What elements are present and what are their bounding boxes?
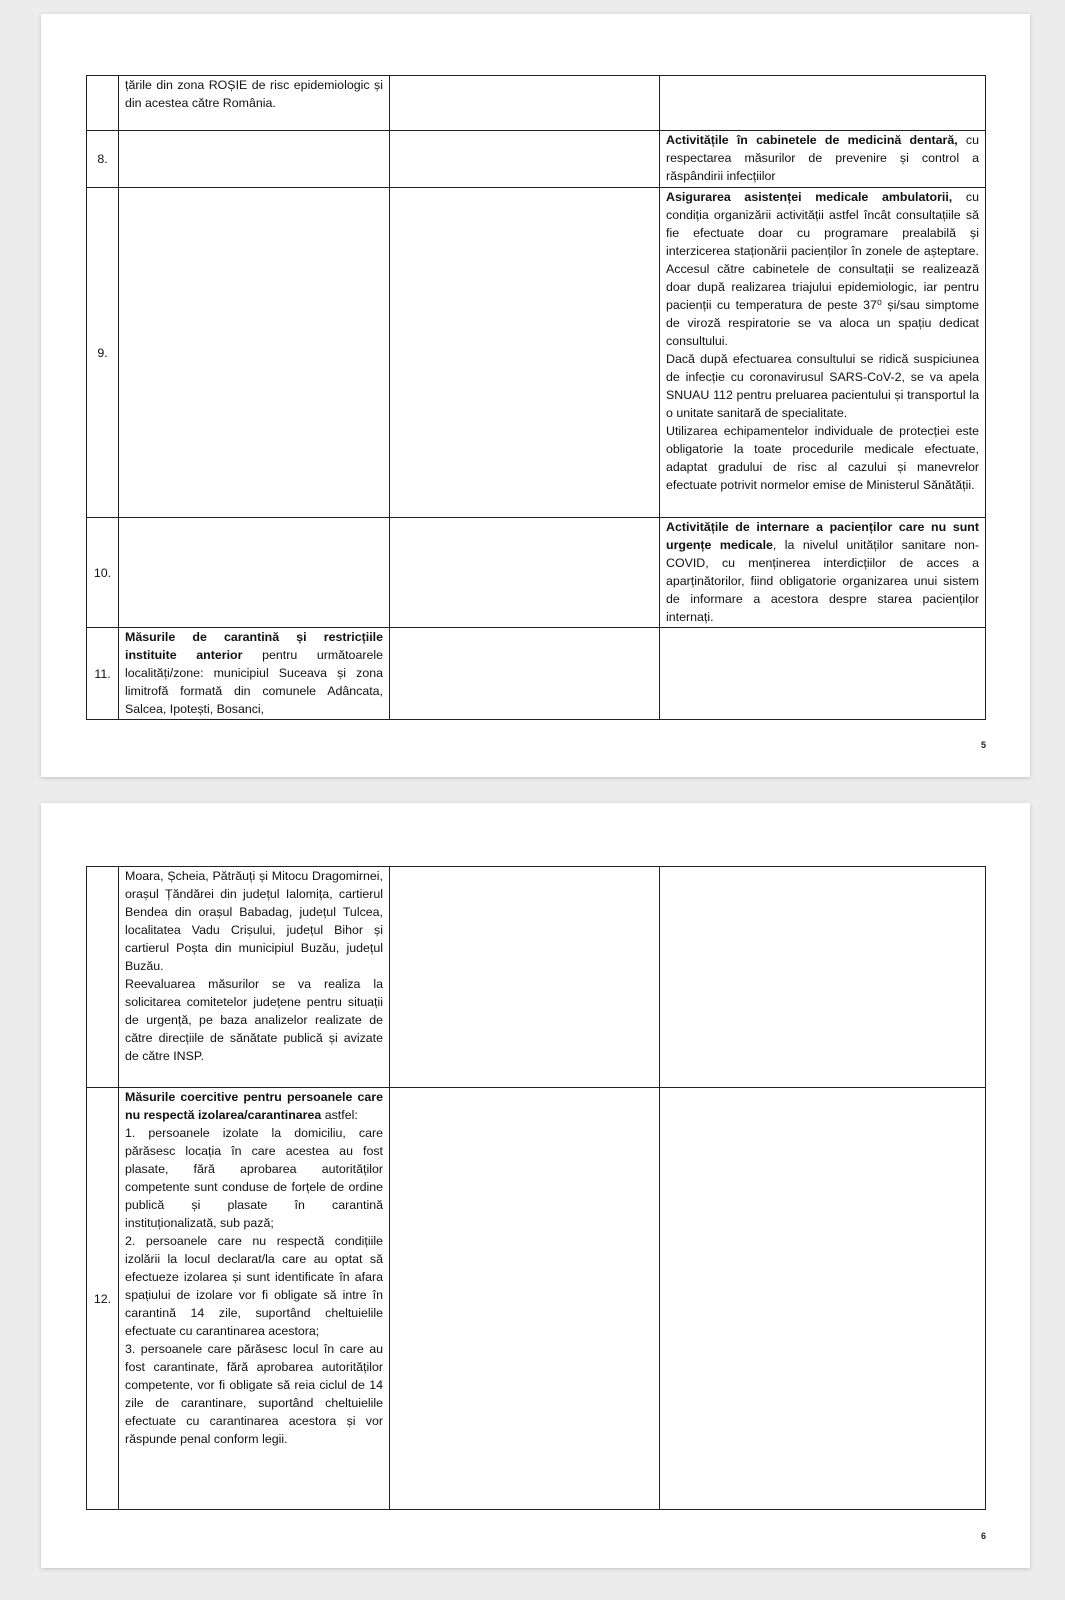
row-number	[87, 76, 119, 131]
activity-text: cu respectarea măsurilor de prevenire și control a răspândirii infecțiilor	[666, 133, 983, 183]
measure-cell	[119, 188, 390, 518]
row-number: 8.	[87, 131, 119, 188]
row-number: 12.	[87, 1088, 119, 1510]
measure-text: țările din zona ROȘIE de risc epidemiologic și din acestea către România.	[125, 78, 387, 110]
table-row	[87, 1088, 986, 1510]
activity-cell	[660, 1088, 986, 1510]
measure-cell	[119, 518, 390, 628]
row-number: 10.	[87, 518, 119, 628]
table-row	[87, 131, 986, 188]
table-row	[87, 188, 986, 518]
measure-text: pentru următoarele localități/zone: municipiul Suceava și zona limitrofă formată din comunele Adâncata, Salcea, Ipotești, Bosanci,	[125, 648, 387, 716]
activity-title: Asigurarea asistenței medicale ambulatorii,	[666, 190, 953, 204]
empty-cell	[390, 628, 660, 720]
measure-cell	[119, 628, 390, 720]
empty-cell	[390, 188, 660, 518]
empty-cell	[390, 131, 660, 188]
empty-cell	[390, 76, 660, 131]
activity-title: Activitățile de internare a pacienților care nu sunt urgențe medicale	[666, 520, 979, 552]
activity-cell	[660, 518, 986, 628]
activity-cell	[660, 628, 986, 720]
measure-cell	[119, 131, 390, 188]
measure-cell	[119, 1088, 390, 1510]
measures-table	[86, 75, 986, 720]
row-number	[87, 867, 119, 1088]
document-page	[41, 14, 1030, 777]
activity-cell	[660, 867, 986, 1088]
table-row	[87, 628, 986, 720]
row-number: 9.	[87, 188, 119, 518]
measure-cell	[119, 867, 390, 1088]
measures-table	[86, 866, 986, 1510]
table-row	[87, 518, 986, 628]
measure-cell	[119, 76, 390, 131]
empty-cell	[390, 867, 660, 1088]
activity-cell	[660, 76, 986, 131]
empty-cell	[390, 1088, 660, 1510]
activity-text: cu condiția organizării activității astfel încât consultațiile să fie efectuate doar cu programare prealabilă și interzicerea staționării pacienților în zonele de așteptare. Accesul către cabinetele de consultații se realizează doar după realizarea triajului epidemiologic, iar pentru pacienții cu temperatura de peste 37⁰ și/sau simptome de viroză respiratorie se va aloca un spațiu dedicat consultului. Dacă după efectuarea consultului se ridică suspiciunea de infecție cu coronavirusul SARS-CoV-2, se va apela SNUAU 112 pentru preluarea pacientului și transportul la o unitate sanitară de specialitate. Utilizarea echipamentelor individuale de protecției este obligatorie la toate procedurile medicale efectuate, adaptat gradului de risc al cazului și manevrelor efectuate potrivit normelor emise de Ministerul Sănătății.	[666, 190, 980, 492]
activity-title: Activitățile în cabinetele de medicină dentară,	[666, 133, 958, 147]
measure-text: astfel: 1. persoanele izolate la domiciliu, care părăsesc locația în care acestea au fost plasate, fără aprobarea autorităților competente sunt conduse de forțele de ordine publică și plasate în carantină instituționalizată, sub pază; 2. persoanele care nu respectă condițiile izolării la locul declarat/la care au optat să efectueze izolarea și sunt identificate în afara spațiului de izolare vor fi obligate să intre în carantină 14 zile, suportând cheltuielile efectuate cu carantinarea acestora; 3. persoanele care părăsesc locul în care au fost carantinate, fără aprobarea autorităților competente, vor fi obligate să reia ciclul de 14 zile de carantinare, suportând cheltuielile efectuate cu carantinarea acestora și vor răspunde penal conform legii.	[125, 1108, 383, 1446]
activity-cell	[660, 131, 986, 188]
page-number: 6	[980, 1531, 986, 1541]
table-row	[87, 867, 986, 1088]
document-page	[41, 803, 1030, 1568]
measure-title: Măsurile de carantină și restricțiile instituite anterior	[125, 630, 383, 662]
row-number: 11.	[87, 628, 119, 720]
measure-text: Moara, Șcheia, Pătrăuți și Mitocu Dragomirnei, orașul Țăndărei din județul Ialomița, cartierul Bendea din orașul Babadag, județul Tulcea, localitatea Vadu Crișului, județul Bihor și cartierul Poșta din municipiul Buzău, județul Buzău. Reevaluarea măsurilor se va realiza la solicitarea comitetelor județene pentru situații de urgență, pe baza analizelor realizate de către direcțiile de sănătate publică și avizate de către INSP.	[125, 869, 383, 1063]
empty-cell	[390, 518, 660, 628]
table-row	[87, 76, 986, 131]
measure-title: Măsurile coercitive pentru persoanele care nu respectă izolarea/carantinarea	[125, 1090, 383, 1122]
activity-text: , la nivelul unităților sanitare non-COVID, cu menținerea interdicțiilor de acces a aparținătorilor, fiind obligatorie organizarea unui sistem de informare a acestora despre starea pacienților internați.	[666, 538, 983, 624]
activity-cell	[660, 188, 986, 518]
page-number: 5	[980, 740, 986, 750]
